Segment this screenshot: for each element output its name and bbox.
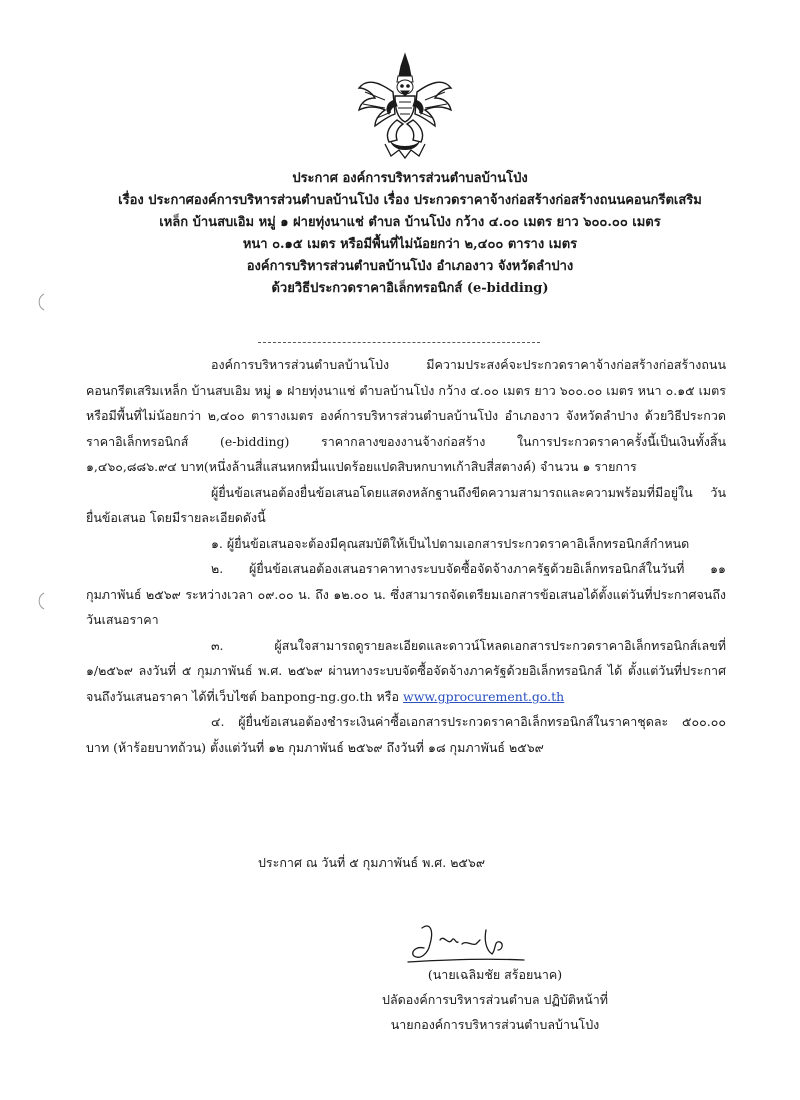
header-line: องค์การบริหารส่วนตำบลบ้านโป่ง อำเภองาว จังหวัดลำปาง xyxy=(246,259,574,274)
paragraph: ผู้ยื่นข้อเสนอต้องยื่นข้อเสนอโดยแสดงหลักฐานถึงขีดความสามารถและความพร้อมที่มีอยู่ใน วันยื่นข้อเสนอ โดยมีรายละเอียดดังนี้ xyxy=(86,484,726,525)
header-line: ประกาศ องค์การบริหารส่วนตำบลบ้านโป่ง xyxy=(292,171,528,186)
list-item xyxy=(86,633,726,710)
punch-hole-icon xyxy=(30,291,52,313)
signatory-name: (นายเฉลิมชัย สร้อยนาค) xyxy=(427,967,563,982)
gprocurement-link[interactable]: www.gprocurement.go.th xyxy=(403,688,565,704)
announcement-body xyxy=(86,352,726,760)
list-item: ๔. ผู้ยื่นข้อเสนอต้องชำระเงินค่าซื้อเอกสารประกวดราคาอิเล็กทรอนิกส์ในราคาชุดละ ๕๐๐.๐๐ บาท (ห้าร้อยบาทถ้วน) ตั้งแต่วันที่ ๑๒ กุมภาพันธ์ ๒๕๖๙ ถึงวันที่ ๑๘ กุมภาพันธ์ ๒๕๖๙ xyxy=(86,714,726,755)
garuda-emblem xyxy=(355,52,455,160)
signature-image xyxy=(400,910,540,970)
header-line: หนา ๐.๑๕ เมตร หรือมีพื้นที่ไม่น้อยกว่า ๒,๔๐๐ ตาราง เมตร xyxy=(242,237,578,252)
announcement-date: ประกาศ ณ วันที่ ๕ กุมภาพันธ์ พ.ศ. ๒๕๖๙ xyxy=(258,855,485,870)
header-line: ด้วยวิธีประกวดราคาอิเล็กทรอนิกส์ (e-bidding) xyxy=(271,281,549,296)
signatory-position: ปลัดองค์การบริหารส่วนตำบล ปฏิบัติหน้าที่ xyxy=(382,992,608,1007)
paragraph: องค์การบริหารส่วนตำบลบ้านโป่ง มีความประสงค์จะประกวดราคาจ้างก่อสร้างก่อสร้างถนนคอนกรีตเสริมเหล็ก บ้านสบเอิม หมู่ ๑ ฝายทุ่งนาแช่ ตำบลบ้านโป่ง กว้าง ๔.๐๐ เมตร ยาว ๖๐๐.๐๐ เมตร หนา ๐.๑๕ เมตร หรือมีพื้นที่ไม่น้อยกว่า ๒,๔๐๐ ตารางเมตร องค์การบริหารส่วนตำบลบ้านโป่ง อำเภองาว จังหวัดลำปาง ด้วยวิธีประกวดราคาอิเล็กทรอนิกส์ (e-bidding) ราคากลางของงานจ้างก่อสร้าง ในการประกวดราคาครั้งนี้เป็นเงินทั้งสิ้น ๑,๔๖๐,๘๘๖.๙๔ บาท(หนึ่งล้านสี่แสนหกหมื่นแปดร้อยแปดสิบหกบาทเก้าสิบสี่สตางค์) จำนวน ๑ รายการ xyxy=(86,357,726,474)
punch-hole-icon xyxy=(30,590,52,612)
signatory-position: นายกองค์การบริหารส่วนตำบลบ้านโป่ง xyxy=(390,1017,600,1032)
header-line: เหล็ก บ้านสบเอิม หมู่ ๑ ฝายทุ่งนาแช่ ตำบล บ้านโป่ง กว้าง ๔.๐๐ เมตร ยาว ๖๐๐.๐๐ เมตร xyxy=(159,215,661,230)
list-item: ๑. ผู้ยื่นข้อเสนอจะต้องมีคุณสมบัติให้เป็นไปตามเอกสารประกวดราคาอิเล็กทรอนิกส์กำหนด xyxy=(211,535,690,551)
header-line: เรื่อง ประกาศองค์การบริหารส่วนตำบลบ้านโป่ง เรื่อง ประกวดราคาจ้างก่อสร้างก่อสร้างถนนคอนกรีตเสริม xyxy=(118,193,702,208)
announcement-header xyxy=(80,168,740,300)
signatory-block xyxy=(330,962,660,1037)
divider xyxy=(258,342,540,343)
list-item-text: ๓. ผู้สนใจสามารถดูรายละเอียดและดาวน์โหลดเอกสารประกวดราคาอิเล็กทรอนิกส์เลขที่ ๑/๒๕๖๙ ลงวันที่ ๕ กุมภาพันธ์ พ.ศ. ๒๕๖๙ ผ่านทางระบบจัดซื้อจัดจ้างภาครัฐด้วยอิเล็กทรอนิกส์ ได้ ตั้งแต่วันที่ประกาศจนถึงวันเสนอราคา ได้ที่เว็บไซต์ banpong-ng.go.th หรือ xyxy=(86,637,726,704)
list-item: ๒. ผู้ยื่นข้อเสนอต้องเสนอราคาทางระบบจัดซื้อจัดจ้างภาครัฐด้วยอิเล็กทรอนิกส์ในวันที่ ๑๑ กุมภาพันธ์ ๒๕๖๙ ระหว่างเวลา ๐๙.๐๐ น. ถึง ๑๒.๐๐ น. ซึ่งสามารถจัดเตรียมเอกสารข้อเสนอได้ตั้งแต่วันที่ประกาศจนถึงวันเสนอราคา xyxy=(86,561,726,627)
